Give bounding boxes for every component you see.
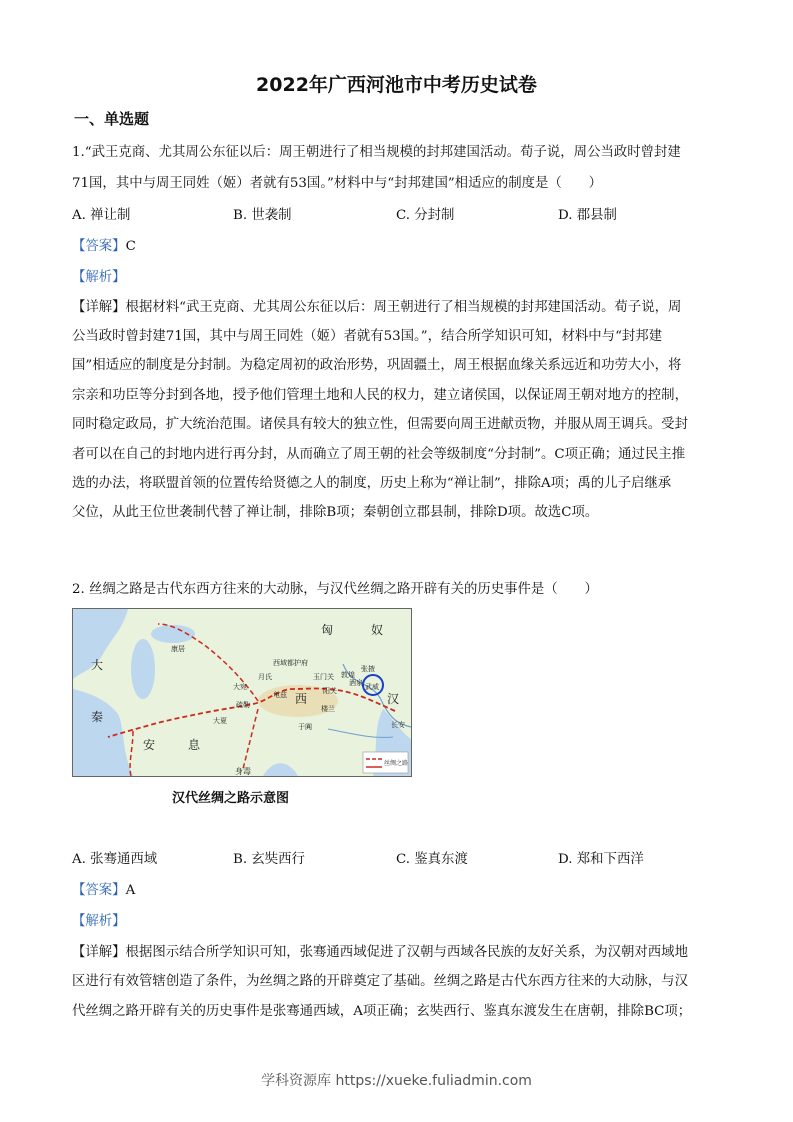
q1-line-2: 71国，其中与周王同姓（姬）者就有53国。”材料中与“封邦建国”相适应的制度是（ ） <box>72 176 602 191</box>
map-label: 西域都护府 <box>273 659 308 667</box>
map-label: 于阗 <box>298 723 312 731</box>
map-label: 奴 <box>371 623 384 637</box>
q2-option-a: A. 张骞通西域 <box>72 852 158 867</box>
q1-detail-line: 公当政时曾封建71国，其中与周王同姓（姬）者就有53国。”，结合所学知识可知，材料中与“封邦建 <box>72 329 663 344</box>
q2-option-c: C. 鉴真东渡 <box>396 852 468 867</box>
map-legend: 丝绸之路 <box>384 760 409 767</box>
map-label: 酒泉 <box>349 679 363 687</box>
q1-analysis-label: 【解析】 <box>72 270 126 285</box>
q2-analysis-label: 【解析】 <box>72 914 126 929</box>
map-label: 匈 <box>321 623 334 637</box>
map-label: 大宛 <box>233 683 247 691</box>
map-caption: 汉代丝绸之路示意图 <box>172 791 290 806</box>
silk-road-map <box>72 608 412 777</box>
q2-detail-line: 区进行有效管辖创造了条件，为丝绸之路的开辟奠定了基础。丝绸之路是古代东西方往来的大动脉，与汉 <box>72 974 688 989</box>
q1-answer <box>72 235 136 254</box>
q1-detail-line: 父位，从此王位世袭制代替了禅让制，排除B项；秦朝创立郡县制，排除D项。故选C项。 <box>72 505 599 520</box>
q2-detail-line: 【详解】根据图示结合所学知识可知，张骞通西域促进了汉朝与西域各民族的友好关系，为汉朝对西域地 <box>72 945 688 960</box>
map-label: 张掖 <box>361 665 375 673</box>
q1-detail-line: 同时稳定政局，扩大统治范围。诸侯具有较大的独立性，但需要向周王进献贡物，并服从周王调兵。受封 <box>72 417 688 432</box>
q1-detail-line: 宗亲和功臣等分封到各地，授予他们管理土地和人民的权力，建立诸侯国，以保证周王朝对地方的控制， <box>72 388 688 403</box>
q1-option-b: B. 世袭制 <box>233 208 292 223</box>
answer-value: A <box>125 883 136 898</box>
q1-detail-line: 【详解】根据材料“武王克商、尤其周公东征以后：周王朝进行了相当规模的封邦建国活动。荀子说，周 <box>72 300 682 315</box>
map-label: 长安 <box>391 721 405 729</box>
map-label: 安 <box>143 738 156 752</box>
q2-option-d: D. 郑和下西洋 <box>558 852 644 867</box>
map-label: 康居 <box>171 645 185 653</box>
map-label: 身毒 <box>235 767 251 776</box>
footer-watermark: 学科资源库 https://xueke.fuliadmin.com <box>261 1073 532 1089</box>
map-label: 敦煌 <box>341 671 355 679</box>
map-label: 西 <box>295 692 308 706</box>
q1-option-d: D. 郡县制 <box>558 208 617 223</box>
map-graphic <box>73 609 411 776</box>
answer-value: C <box>125 239 136 254</box>
map-label: 大夏 <box>213 717 227 725</box>
map-label: 龟兹 <box>273 691 287 699</box>
map-label: 楼兰 <box>321 705 335 713</box>
map-label: 汉 <box>387 692 400 706</box>
q2-option-b: B. 玄奘西行 <box>233 852 305 867</box>
answer-label: 【答案】 <box>72 239 126 254</box>
map-label: 武威 <box>365 683 379 691</box>
section-heading: 一、单选题 <box>74 110 150 128</box>
q2-detail-line: 代丝绸之路开辟有关的历史事件是张骞通西域，A项正确；玄奘西行、鉴真东渡发生在唐朝，排除BC项； <box>72 1004 692 1019</box>
map-label: 秦 <box>91 710 104 724</box>
map-label: 大 <box>91 658 104 672</box>
q1-option-c: C. 分封制 <box>396 208 455 223</box>
q1-detail-line: 选的办法，将联盟首领的位置传给贤德之人的制度，历史上称为“禅让制”，排除A项；禹的儿子启继承 <box>72 476 672 491</box>
map-label: 息 <box>188 738 201 752</box>
q1-detail-line: 国”相适应的制度是分封制。为稳定周初的政治形势，巩固疆土，周王根据血缘关系远近和功劳大小，将 <box>72 358 682 373</box>
map-label: 疏勒 <box>236 701 250 709</box>
map-label: 阳关 <box>323 687 337 695</box>
map-label: 玉门关 <box>313 673 334 681</box>
q2-question: 2. 丝绸之路是古代东西方往来的大动脉，与汉代丝绸之路开辟有关的历史事件是（ ） <box>72 582 598 597</box>
answer-label: 【答案】 <box>72 883 126 898</box>
q1-option-a: A. 禅让制 <box>72 208 131 223</box>
q1-detail-line: 者可以在自己的封地内进行再分封，从而确立了周王朝的社会等级制度“分封制”。C项正确；通过民主推 <box>72 447 686 462</box>
map-label: 月氏 <box>258 673 272 681</box>
q2-answer <box>72 879 135 898</box>
page-title: 2022年广西河池市中考历史试卷 <box>256 74 537 96</box>
q1-line-1: 1.“武王克商、尤其周公东征以后：周王朝进行了相当规模的封邦建国活动。荀子说，周公当政时曾封建 <box>72 145 681 160</box>
